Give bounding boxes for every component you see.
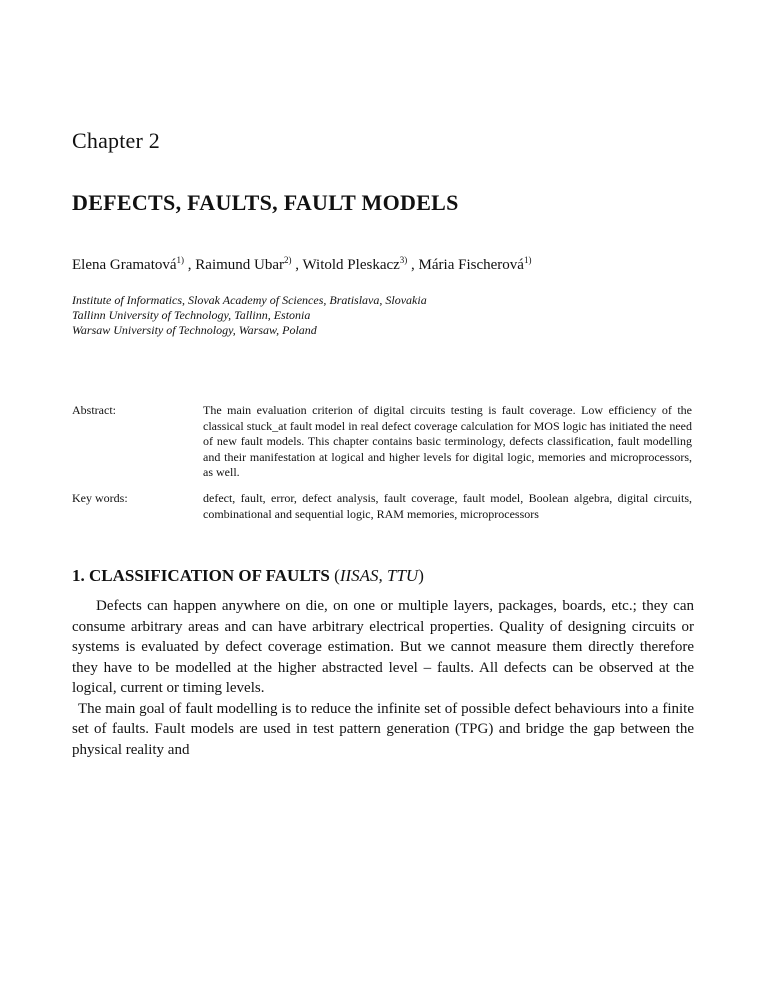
abstract-block [72,403,692,481]
author-affiliation-mark: 1) [523,255,532,265]
affiliation-line: Warsaw University of Technology, Warsaw, Poland [72,323,317,337]
abstract-text: The main evaluation criterion of digital circuits testing is fault coverage. Low efficiency of the classical stuck_at fault model in real defect coverage calculation for MOS logic has initiated the need of new fault models. This chapter contains basic terminology, defects classification, fault modelling and their manifestation at logical and higher levels for digital logic, memories and microprocessors, as well. [203,403,692,479]
section-heading [72,566,424,586]
author-affiliation-mark: 3) [399,255,408,265]
keywords-label: Key words: [72,491,128,505]
author-name: Elena Gramatová [72,257,177,273]
keywords-block [72,491,692,522]
author-name: Witold Pleskacz [302,257,400,273]
author-affiliation-mark: 2) [284,255,292,265]
author-list: Elena Gramatová$^{1)}$ , Raimund Ubar$^{2)}$ , Witold Pleskacz$^{3)}$ , Mária Fischerová$^{1)}$ [72,255,532,273]
body-paragraph: Defects can happen anywhere on die, on one or multiple layers, packages, boards, etc.; they can consume arbitrary areas and can have arbitrary electrical properties. Quality of designing circuits or systems is evaluated by defect coverage estimation. But we cannot measure them directly therefore they have to be modelled at the higher abstracted level – faults. All defects can be observed at the logical, current or timing levels. [72,598,694,696]
keywords-text: defect, fault, error, defect analysis, fault coverage, fault model, Boolean algebra, digital circuits, combinational and sequential logic, RAM memories, microprocessors [203,491,692,521]
section-tag-text: IISAS, TTU [339,566,419,585]
author-affiliation-mark: 1) [176,255,185,265]
chapter-title: DEFECTS, FAULTS, FAULT MODELS [72,190,459,215]
author-name: Raimund Ubar [195,257,285,273]
chapter-label: Chapter 2 [72,128,160,153]
section-body [72,596,694,760]
abstract-label: Abstract: [72,403,116,417]
section-title: 1. CLASSIFICATION OF FAULTS [72,566,330,585]
section-affiliation-tag: (IISAS, TTU) [334,566,424,585]
author-name: Mária Fischerová [418,257,524,273]
body-paragraph: The main goal of fault modelling is to reduce the infinite set of possible defect behaviours into a finite set of faults. Fault models are used in test pattern generation (TPG) and bridge the gap between the physical reality and [72,700,694,758]
affiliation-line: Tallinn University of Technology, Tallinn, Estonia [72,308,311,322]
affiliation-line: Institute of Informatics, Slovak Academy of Sciences, Bratislava, Slovakia [72,293,427,307]
affiliation-list [72,293,427,338]
